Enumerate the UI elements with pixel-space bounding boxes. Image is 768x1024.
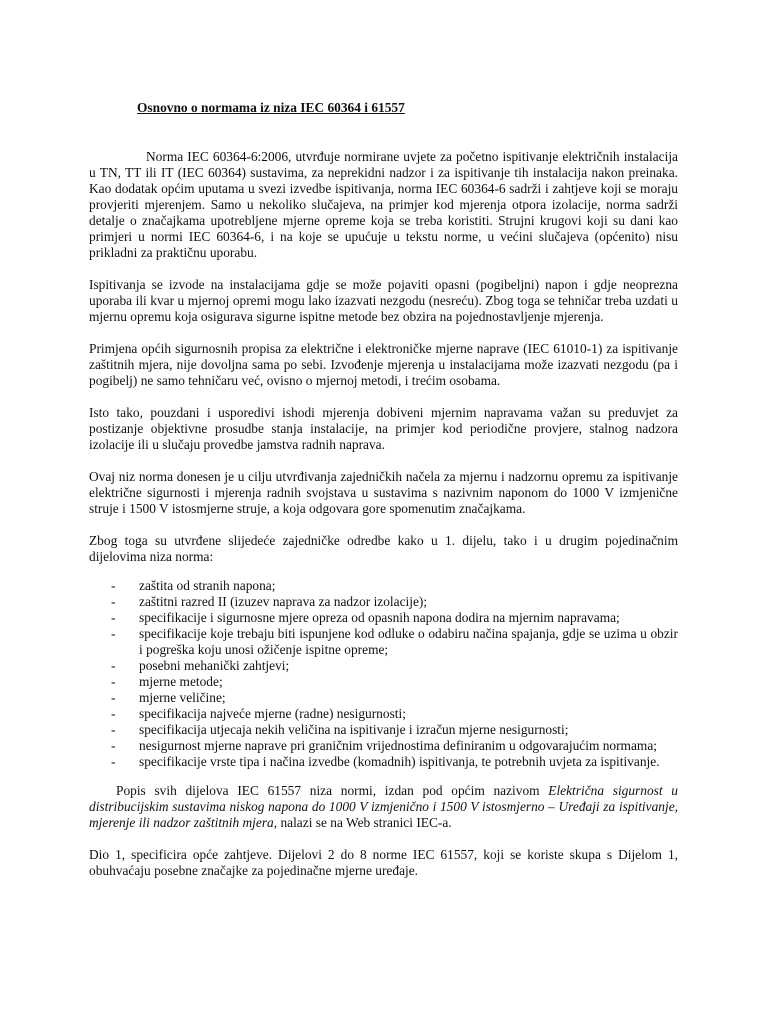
list-item <box>111 754 678 770</box>
list-item <box>111 706 678 722</box>
bullet-marker: - <box>111 706 116 721</box>
bullet-marker: - <box>111 578 116 593</box>
paragraph-parts-listing <box>89 783 678 831</box>
list-item-text: posebni mehanički zahtjevi; <box>139 658 290 673</box>
bullet-marker: - <box>111 610 116 625</box>
list-item <box>111 658 678 674</box>
list-item-text: specifikacije koje trebaju biti ispunjene kod odluke o odabiru načina spajanja, gdje se uzima u obzir i pogreška koju unosi ožičenje ispitne opreme; <box>139 626 678 657</box>
document-title: Osnovno o normama iz niza IEC 60364 i 61557 <box>137 100 405 115</box>
paragraph-common-provisions: Zbog toga su utvrđene slijedeće zajedničke odredbe kako u 1. dijelu, tako i u drugim pojedinačnim dijelovima niza norma: <box>89 533 678 564</box>
bullet-marker: - <box>111 674 116 689</box>
popis-text-after: , nalazi se na Web stranici IEC-a. <box>273 815 452 830</box>
bullet-marker: - <box>111 626 116 641</box>
list-item <box>111 610 678 626</box>
list-item <box>111 690 678 706</box>
list-item-text: specifikacija najveće mjerne (radne) nesigurnosti; <box>139 706 406 721</box>
list-item-text: specifikacija utjecaja nekih veličina na ispitivanje i izračun mjerne nesigurnosti; <box>139 722 569 737</box>
paragraph-reliable-results: Isto tako, pouzdani i usporedivi ishodi mjerenja dobiveni mjernim napravama važan su preduvjet za postizanje objektivne prosudbe stanja instalacije, na primjer kod periodične provjere, stalnog nadzora izolacije ili u slučaju provedbe jamstva radnih naprava. <box>89 405 678 452</box>
list-item <box>111 594 678 610</box>
paragraph-general-rules: Primjena općih sigurnosnih propisa za električne i elektroničke mjerne naprave (IEC 61010-1) za ispitivanje zaštitnih mjera, nije dovoljna sama po sebi. Izvođenje mjerenja u instalacijama može izazvati nezgodu (pa i pogibelj) ne samo tehničaru već, ovisno o mjernoj metodi, i trećim osobama. <box>89 341 678 388</box>
bullet-marker: - <box>111 722 116 737</box>
list-item <box>111 722 678 738</box>
paragraph-intro: Norma IEC 60364-6:2006, utvrđuje normirane uvjete za početno ispitivanje električnih instalacija u TN, TT ili IT (IEC 60364) sustavima, za neprekidni nadzor i za ispitivanje tih instalacija nakon preinaka. Kao dodatak općim uputama u svezi izvedbe ispitivanja, norma IEC 60364-6 sadrži i zahtjeve koji se moraju provjeriti mjerenjem. Samo u nekoliko slučajeva, na primjer kod mjerenja otpora izolacije, norma sadrži detalje o značajkama upotrebljene mjerne opreme koja se treba koristiti. Strujni krugovi koji su dani kao primjeri u normi IEC 60364-6, i na koje se upućuje u tekstu norme, u većini slučajeva (općenito) nisu prikladni za praktičnu uporabu. <box>89 149 678 260</box>
bullet-marker: - <box>111 690 116 705</box>
bullet-marker: - <box>111 738 116 753</box>
bullet-marker: - <box>111 594 116 609</box>
paragraph-part-one: Dio 1, specificira opće zahtjeve. Dijelovi 2 do 8 norme IEC 61557, koji se koriste skupa s Dijelom 1, obuhvaćaju posebne značajke za pojedinačne mjerne uređaje. <box>89 847 678 878</box>
standard-series-title: Električna sigurnost u distribucijskim sustavima niskog napona do 1000 V izmjenično i 1500 V istosmjerno – Uređaji za ispitivanje, mjerenje ili nadzor zaštitnih mjera <box>89 783 678 830</box>
list-item <box>111 626 678 658</box>
paragraph-series-purpose: Ovaj niz norma donesen je u cilju utvrđivanja zajedničkih načela za mjernu i nadzornu opremu za ispitivanje električne sigurnosti i mjerenja radnih svojstava u sustavima s nazivnim naponom do 1000 V izmjenične struje i 1500 V istosmjerne struje, a koja odgovara gore spomenutim značajkama. <box>89 469 678 516</box>
list-item-text: zaštitni razred II (izuzev naprava za nadzor izolacije); <box>139 594 428 609</box>
list-item <box>111 738 678 754</box>
list-item <box>111 578 678 594</box>
bullet-marker: - <box>111 658 116 673</box>
list-item-text: mjerne veličine; <box>139 690 226 705</box>
provisions-list <box>89 578 678 770</box>
popis-text-before: Popis svih dijelova IEC 61557 niza normi, izdan pod općim nazivom <box>116 783 549 798</box>
list-item <box>111 674 678 690</box>
list-item-text: zaštita od stranih napona; <box>139 578 276 593</box>
list-item-text: nesigurnost mjerne naprave pri graničnim vrijednostima definiranim u odgovarajućim normama; <box>139 738 657 753</box>
list-item-text: specifikacije vrste tipa i načina izvedbe (komadnih) ispitivanja, te potrebnih uvjeta za ispitivanje. <box>139 754 660 769</box>
bullet-marker: - <box>111 754 116 769</box>
list-item-text: mjerne metode; <box>139 674 223 689</box>
document-page <box>89 100 678 879</box>
paragraph-safety: Ispitivanja se izvode na instalacijama gdje se može pojaviti opasni (pogibeljni) napon i gdje neoprezna uporaba ili kvar u mjernoj opremi mogu lako izazvati nezgodu (nesreću). Zbog toga se tehničar treba uzdati u mjernu opremu koja osigurava sigurne ispitne metode bez obzira na pojednostavljenje mjerenja. <box>89 277 678 324</box>
list-item-text: specifikacije i sigurnosne mjere opreza od opasnih napona dodira na mjernim napravama; <box>139 610 620 625</box>
